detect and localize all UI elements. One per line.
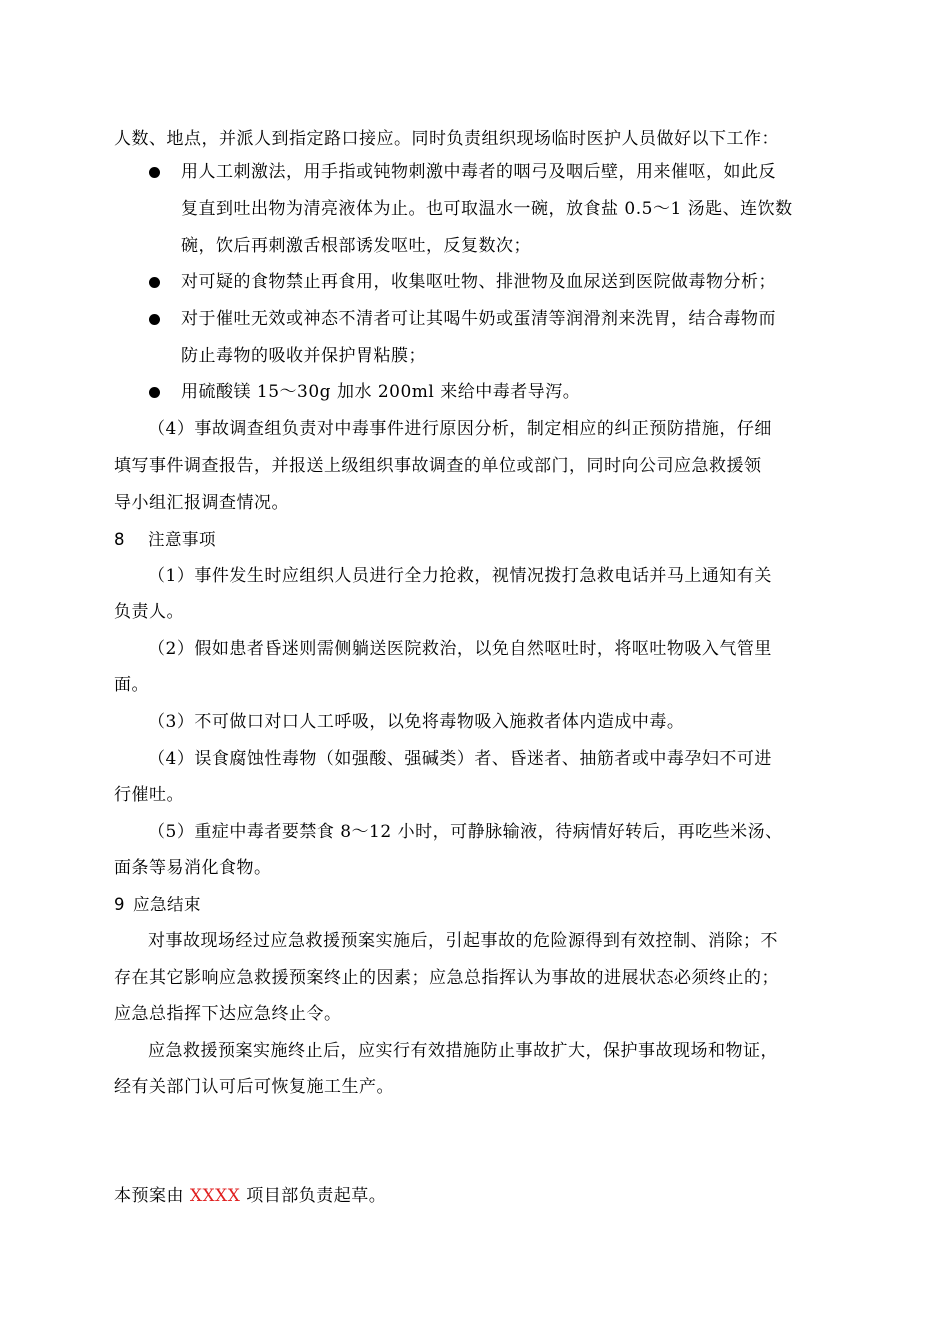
section-9-para-1-line-3: 应急总指挥下达应急终止令。 [114, 1004, 342, 1024]
footer-suffix: 项目部负责起草。 [240, 1186, 387, 1206]
intro-line: 人数、地点，并派人到指定路口接应。同时负责组织现场临时医护人员做好以下工作： [114, 129, 779, 149]
section-8-heading [114, 529, 216, 551]
bullet-icon [149, 277, 160, 288]
bullet-icon [149, 167, 160, 178]
footer-line [114, 1185, 386, 1207]
section-8-item-5-line-1: （5）重症中毒者要禁食 8～12 小时，可静脉输液，待病情好转后，再吃些米汤、 [148, 822, 783, 842]
bullet-3-line-1: 对于催吐无效或神态不清者可让其喝牛奶或蛋清等润滑剂来洗胃，结合毒物而 [181, 309, 776, 329]
section-8-item-2-line-1: （2）假如患者昏迷则需侧躺送医院救治，以免自然呕吐时，将呕吐物吸入气管里 [148, 639, 772, 659]
section-8-item-2-line-2: 面。 [114, 675, 149, 695]
footer-prefix: 本预案由 [114, 1186, 190, 1206]
section-9-para-2-line-1: 应急救援预案实施终止后，应实行有效措施防止事故扩大，保护事故现场和物证， [148, 1041, 778, 1061]
section-9-title: 应急结束 [133, 895, 201, 914]
section-9-number: 9 [114, 895, 125, 914]
section-9-heading [114, 894, 201, 916]
bullet-2-line-1: 对可疑的食物禁止再食用，收集呕吐物、排泄物及血尿送到医院做毒物分析； [181, 272, 776, 292]
section-8-number: 8 [114, 530, 125, 549]
para4-line-3: 导小组汇报调查情况。 [114, 493, 289, 513]
bullet-icon [149, 314, 160, 325]
section-8-title: 注意事项 [148, 530, 216, 549]
bullet-1-line-3: 碗，饮后再刺激舌根部诱发呕吐，反复数次； [181, 236, 531, 256]
section-8-item-5-line-2: 面条等易消化食物。 [114, 858, 272, 878]
bullet-1-line-1: 用人工刺激法，用手指或钝物刺激中毒者的咽弓及咽后壁，用来催呕，如此反 [181, 162, 776, 182]
section-8-item-4-line-1: （4）误食腐蚀性毒物（如强酸、强碱类）者、昏迷者、抽筋者或中毒孕妇不可进 [148, 749, 772, 769]
bullet-3-line-2: 防止毒物的吸收并保护胃粘膜； [181, 346, 426, 366]
section-9-para-2-line-2: 经有关部门认可后可恢复施工生产。 [114, 1077, 394, 1097]
section-8-item-3-line-1: （3）不可做口对口人工呼吸，以免将毒物吸入施救者体内造成中毒。 [148, 712, 685, 732]
para4-line-2: 填写事件调查报告，并报送上级组织事故调查的单位或部门，同时向公司应急救援领 [114, 456, 762, 476]
section-9-para-1-line-1: 对事故现场经过应急救援预案实施后，引起事故的危险源得到有效控制、消除；不 [148, 931, 778, 951]
bullet-4-line-1: 用硫酸镁 15～30g 加水 200ml 来给中毒者导泻。 [181, 382, 581, 402]
section-9-para-1-line-2: 存在其它影响应急救援预案终止的因素；应急总指挥认为事故的进展状态必须终止的； [114, 968, 779, 988]
section-8-item-1-line-2: 负责人。 [114, 602, 184, 622]
bullet-1-line-2: 复直到吐出物为清亮液体为止。也可取温水一碗，放食盐 0.5～1 汤匙、连饮数 [181, 199, 793, 219]
footer-project-placeholder: XXXX [189, 1186, 241, 1206]
section-8-item-4-line-2: 行催吐。 [114, 785, 184, 805]
para4-line-1: （4）事故调查组负责对中毒事件进行原因分析，制定相应的纠正预防措施，仔细 [148, 419, 772, 439]
section-8-item-1-line-1: （1）事件发生时应组织人员进行全力抢救，视情况拨打急救电话并马上通知有关 [148, 566, 772, 586]
bullet-icon [149, 387, 160, 398]
